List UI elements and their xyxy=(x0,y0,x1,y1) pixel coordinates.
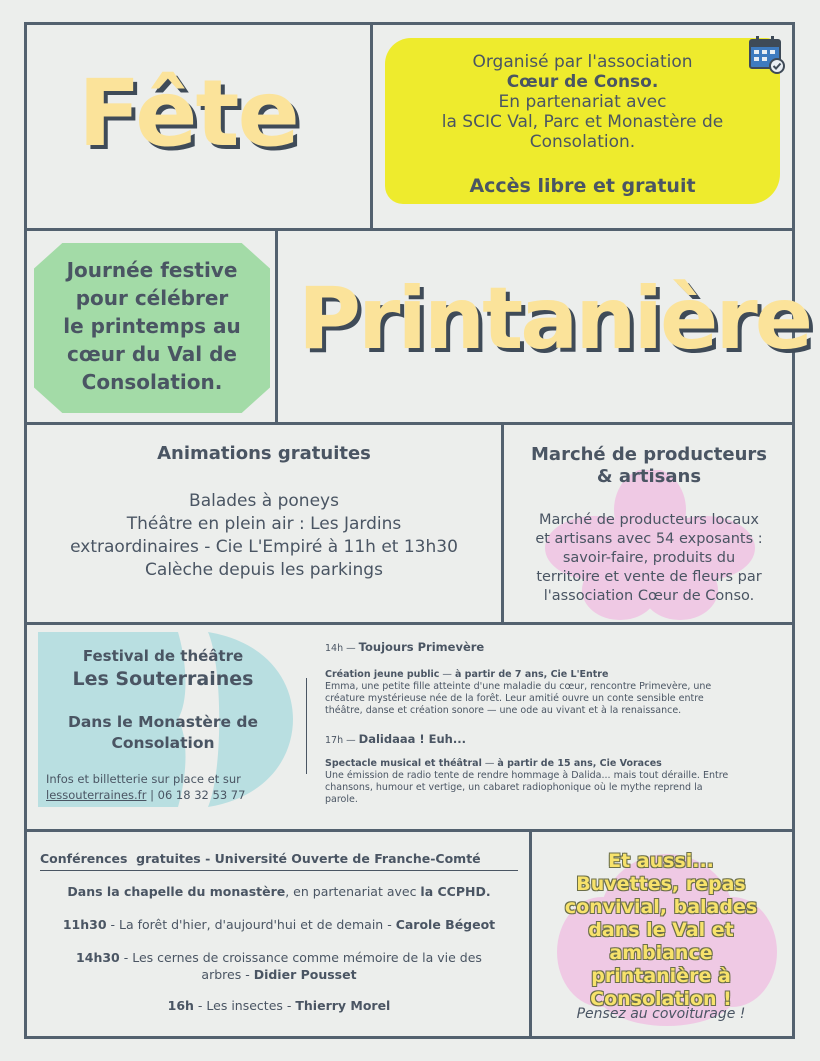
talk-time: 11h30 xyxy=(62,917,107,932)
title-printaniere: Printanière xyxy=(298,269,811,369)
animation-item: Calèche depuis les parkings xyxy=(145,560,383,580)
org-line-3: En partenariat avec xyxy=(498,92,667,112)
intro-line-5: Consolation. xyxy=(81,370,223,394)
marche-line: territoire et vente de fleurs par xyxy=(536,569,762,585)
org-line-4: la SCIC Val, Parc et Monastère de xyxy=(441,112,724,132)
aussi-line: printanière à xyxy=(591,965,731,987)
organizer-text xyxy=(385,52,780,152)
talk-item: 11h30 - La forêt d'hier, d'aujourd'hui et de demain - Carole Bégeot xyxy=(62,917,496,932)
festival-title-line-1: Festival de théâtre xyxy=(82,647,244,665)
show-details: Création jeune public — à partir de 7 ans, Cie L'Entre Emma, une petite fille atteinte d'une maladie du cœur, rencontre Primevère, une créature mystérieuse née de la forêt. Leur amitié ouvre un conte sensible entre théâtre, danse et création sonore — une ode au vivant et à la renaissance. xyxy=(325,669,780,717)
show-age: à partir de 7 ans, Cie L'Entre xyxy=(454,669,609,680)
talk-time: 14h30 xyxy=(76,950,120,965)
show-kind: Création jeune public xyxy=(325,669,440,680)
show-name: Toujours Primevère xyxy=(358,640,485,654)
divider-v1 xyxy=(370,22,373,231)
title-fete: Fête xyxy=(78,60,298,167)
intro-line-3: le printemps au xyxy=(63,314,241,338)
show-desc-line: parole. xyxy=(325,794,358,805)
intro-line-2: pour célébrer xyxy=(75,286,229,310)
intro-text xyxy=(34,256,270,396)
org-name: Cœur de Conso. xyxy=(506,72,659,92)
marche-title-line-2: & artisans xyxy=(596,466,702,487)
aussi-line: dans le Val et xyxy=(588,919,734,941)
festival-title xyxy=(38,646,288,692)
intro-line-4: cœur du Val de xyxy=(67,342,237,366)
festival-phone: 06 18 32 53 77 xyxy=(157,788,246,802)
festival-name: Les Souterraines xyxy=(72,668,254,690)
festival-website[interactable]: lessouterraines.fr xyxy=(46,788,147,802)
marche-title-line-1: Marché de producteurs xyxy=(531,444,767,465)
festival-venue-line-1: Dans le Monastère de xyxy=(67,713,259,731)
festival-infos-line-1: Infos et billetterie sur place et sur xyxy=(46,772,241,786)
conferences-venue xyxy=(40,883,518,900)
animations-title: Animations gratuites xyxy=(157,443,371,464)
animation-item: extraordinaires - Cie L'Empiré à 11h et 13h30 xyxy=(70,537,458,557)
show-desc-line: théâtre, danse et création sonore — une ode au vivant et à la renaissance. xyxy=(325,705,682,716)
marche-line: l'association Cœur de Conso. xyxy=(543,588,755,604)
divider-h4 xyxy=(24,829,795,832)
aussi-line: convivial, balades xyxy=(564,896,758,918)
show-age: à partir de 15 ans, Cie Voraces xyxy=(497,758,662,769)
divider-h3 xyxy=(24,622,795,625)
divider-v4 xyxy=(529,829,532,1039)
show-desc-line: Emma, une petite fille atteinte d'une maladie du cœur, rencontre Primevère, une xyxy=(325,681,712,692)
conferences-organizer: - Université Ouverte de Franche-Comté xyxy=(200,851,481,866)
aussi-line: ambiance xyxy=(609,942,713,964)
show-kind: Spectacle musical et théâtral xyxy=(325,758,482,769)
intro-line-1: Journée festive xyxy=(66,258,238,282)
festival-venue xyxy=(38,712,288,754)
frame-bottom xyxy=(24,1036,795,1039)
marche-title xyxy=(504,444,794,488)
animation-item: Théâtre en plein air : Les Jardins xyxy=(126,514,402,534)
calendar-check-icon xyxy=(748,34,786,74)
aussi-line: Consolation ! xyxy=(590,988,732,1010)
show-dash: — xyxy=(346,735,356,746)
aussi-line: Buvettes, repas xyxy=(576,873,746,895)
marche-text xyxy=(504,511,794,606)
aussi-line: Et aussi... xyxy=(608,850,714,872)
conferences-partner: la CCPHD. xyxy=(420,884,491,899)
infos-sep: | xyxy=(150,788,158,802)
animations-list xyxy=(26,490,502,582)
conferences-title xyxy=(40,851,518,866)
show-desc-line: chansons, humour et vertige, un cabaret radiophonique où le mythe reprend la xyxy=(325,782,703,793)
animation-item: Balades à poneys xyxy=(189,491,339,511)
org-line-1: Organisé par l'association xyxy=(472,52,693,72)
conferences-title-main: Conférences gratuites xyxy=(40,851,201,866)
festival-venue-line-2: Consolation xyxy=(111,734,215,752)
program-separator xyxy=(306,678,307,774)
show-time: 14h xyxy=(325,643,344,654)
marche-line: et artisans avec 54 exposants : xyxy=(535,531,763,547)
talk-speaker: Carole Bégeot xyxy=(395,917,496,932)
carpool-note: Pensez au covoiturage ! xyxy=(576,1006,746,1022)
talk-item: 16h - Les insectes - Thierry Morel xyxy=(167,998,391,1013)
talk-time: 16h xyxy=(167,998,194,1013)
show-name: Dalidaaa ! Euh... xyxy=(358,732,466,746)
talk-item: 14h30 - Les cernes de croissance comme mémoire de la vie des arbres - Didier Pousset xyxy=(76,950,482,982)
access-free: Accès libre et gratuit xyxy=(469,175,696,197)
show-dash: — xyxy=(346,643,356,654)
marche-line: Marché de producteurs locaux xyxy=(539,512,759,528)
talk-speaker: Thierry Morel xyxy=(295,998,391,1013)
talk-topic: Les cernes de croissance comme mémoire de la vie des arbres xyxy=(132,950,482,982)
show-desc-line: créature mystérieuse née de la forêt. Leur amitié ouvre un conte sensible entre xyxy=(325,693,704,704)
divider-v2 xyxy=(275,228,278,425)
org-line-5: Consolation. xyxy=(529,132,636,152)
talk-topic: La forêt d'hier, d'aujourd'hui et de demain xyxy=(119,917,384,932)
show-desc-line: Une émission de radio tente de rendre hommage à Dalida... mais tout déraille. Entre xyxy=(325,770,729,781)
talk-speaker: Didier Pousset xyxy=(253,967,357,982)
festival-contact xyxy=(46,787,286,803)
festival-infos xyxy=(46,771,286,803)
marche-line: savoir-faire, produits du xyxy=(562,550,736,566)
show-time: 17h xyxy=(325,735,344,746)
conferences-rule xyxy=(40,870,518,871)
show-heading xyxy=(325,733,780,747)
divider-h2 xyxy=(24,422,795,425)
frame-top xyxy=(24,22,795,25)
conferences-venue-rest: , en partenariat avec xyxy=(285,884,421,899)
aussi-text xyxy=(536,850,786,1011)
show-heading xyxy=(325,641,780,655)
divider-h1 xyxy=(24,228,795,231)
conferences-venue-bold: Dans la chapelle du monastère xyxy=(67,884,286,899)
show-details: Spectacle musical et théâtral — à partir de 15 ans, Cie Voraces Une émission de radio tente de rendre hommage à Dalida... mais tout déraille. Entre chansons, humour et vertige, un cabaret radiophonique où le mythe reprend la parole. xyxy=(325,758,780,806)
talk-topic: Les insectes xyxy=(206,998,283,1013)
